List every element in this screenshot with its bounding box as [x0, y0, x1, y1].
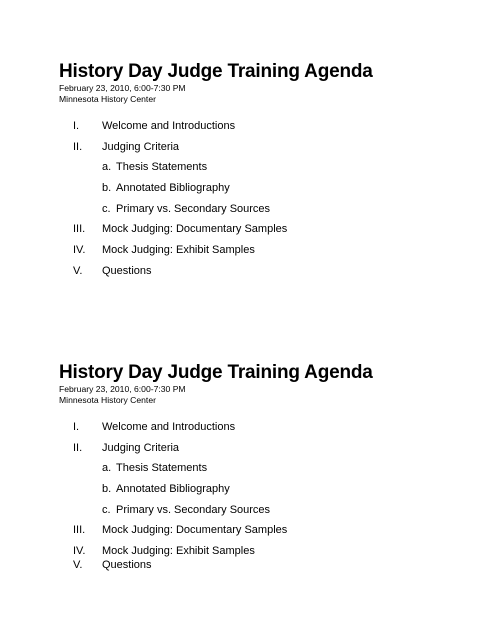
- list-item-text: Mock Judging: Documentary Samples: [102, 223, 288, 236]
- list-marker: IV.: [73, 244, 86, 257]
- list-marker: I.: [73, 421, 80, 433]
- list-marker: a.: [102, 161, 112, 174]
- list-item-text: Annotated Bibliography: [116, 182, 230, 195]
- list-item-text: Mock Judging: Exhibit Samples: [102, 244, 255, 257]
- list-item: [59, 222, 479, 243]
- list-item: [59, 558, 479, 579]
- list-item-text: Welcome and Introductions: [102, 421, 236, 433]
- list-subitem: [59, 482, 479, 503]
- list-marker: c.: [102, 503, 111, 516]
- list-item-text: Questions: [102, 559, 152, 572]
- list-marker: b.: [102, 182, 112, 195]
- agenda-section: [59, 362, 479, 579]
- agenda-location: Minnesota History Center: [59, 94, 156, 104]
- list-item: [59, 243, 479, 264]
- list-marker: b.: [102, 483, 112, 496]
- list-item-text: Annotated Bibliography: [116, 483, 230, 496]
- list-item-text: Judging Criteria: [102, 441, 180, 454]
- list-item-text: Mock Judging: Documentary Samples: [102, 524, 288, 537]
- list-marker: I.: [73, 120, 80, 132]
- list-marker: III.: [73, 524, 86, 537]
- list-subitem: [59, 461, 479, 482]
- list-marker: c.: [102, 202, 111, 215]
- list-marker: V.: [73, 559, 83, 572]
- list-marker: II.: [73, 140, 83, 153]
- list-item: [59, 544, 479, 558]
- list-marker: IV.: [73, 545, 86, 558]
- list-item-text: Questions: [102, 264, 152, 277]
- agenda-location: Minnesota History Center: [59, 395, 156, 405]
- list-item-text: Mock Judging: Exhibit Samples: [102, 545, 255, 558]
- list-subitem: [59, 202, 479, 223]
- list-subitem: [59, 181, 479, 202]
- list-item: [59, 420, 479, 441]
- list-item-text: Primary vs. Secondary Sources: [116, 202, 271, 215]
- list-subitem: [59, 503, 479, 524]
- list-subitem: [59, 160, 479, 181]
- agenda-list: [59, 420, 479, 579]
- list-item-text: Thesis Statements: [116, 161, 208, 174]
- agenda-date: February 23, 2010, 6:00-7:30 PM: [59, 384, 186, 394]
- agenda-section: [59, 61, 479, 285]
- list-item: [59, 140, 479, 161]
- list-item: [59, 523, 479, 544]
- list-marker: a.: [102, 462, 112, 475]
- list-item: [59, 119, 479, 140]
- agenda-list: [59, 119, 479, 285]
- list-marker: III.: [73, 223, 86, 236]
- agenda-title: History Day Judge Training Agenda: [59, 61, 373, 82]
- list-marker: V.: [73, 264, 83, 277]
- agenda-date: February 23, 2010, 6:00-7:30 PM: [59, 83, 186, 93]
- list-item-text: Judging Criteria: [102, 140, 180, 153]
- agenda-title: History Day Judge Training Agenda: [59, 362, 373, 383]
- list-item-text: Primary vs. Secondary Sources: [116, 503, 271, 516]
- list-item-text: Welcome and Introductions: [102, 120, 236, 132]
- list-item-text: Thesis Statements: [116, 462, 208, 475]
- list-item: [59, 441, 479, 462]
- list-marker: II.: [73, 441, 83, 454]
- list-item: [59, 264, 479, 285]
